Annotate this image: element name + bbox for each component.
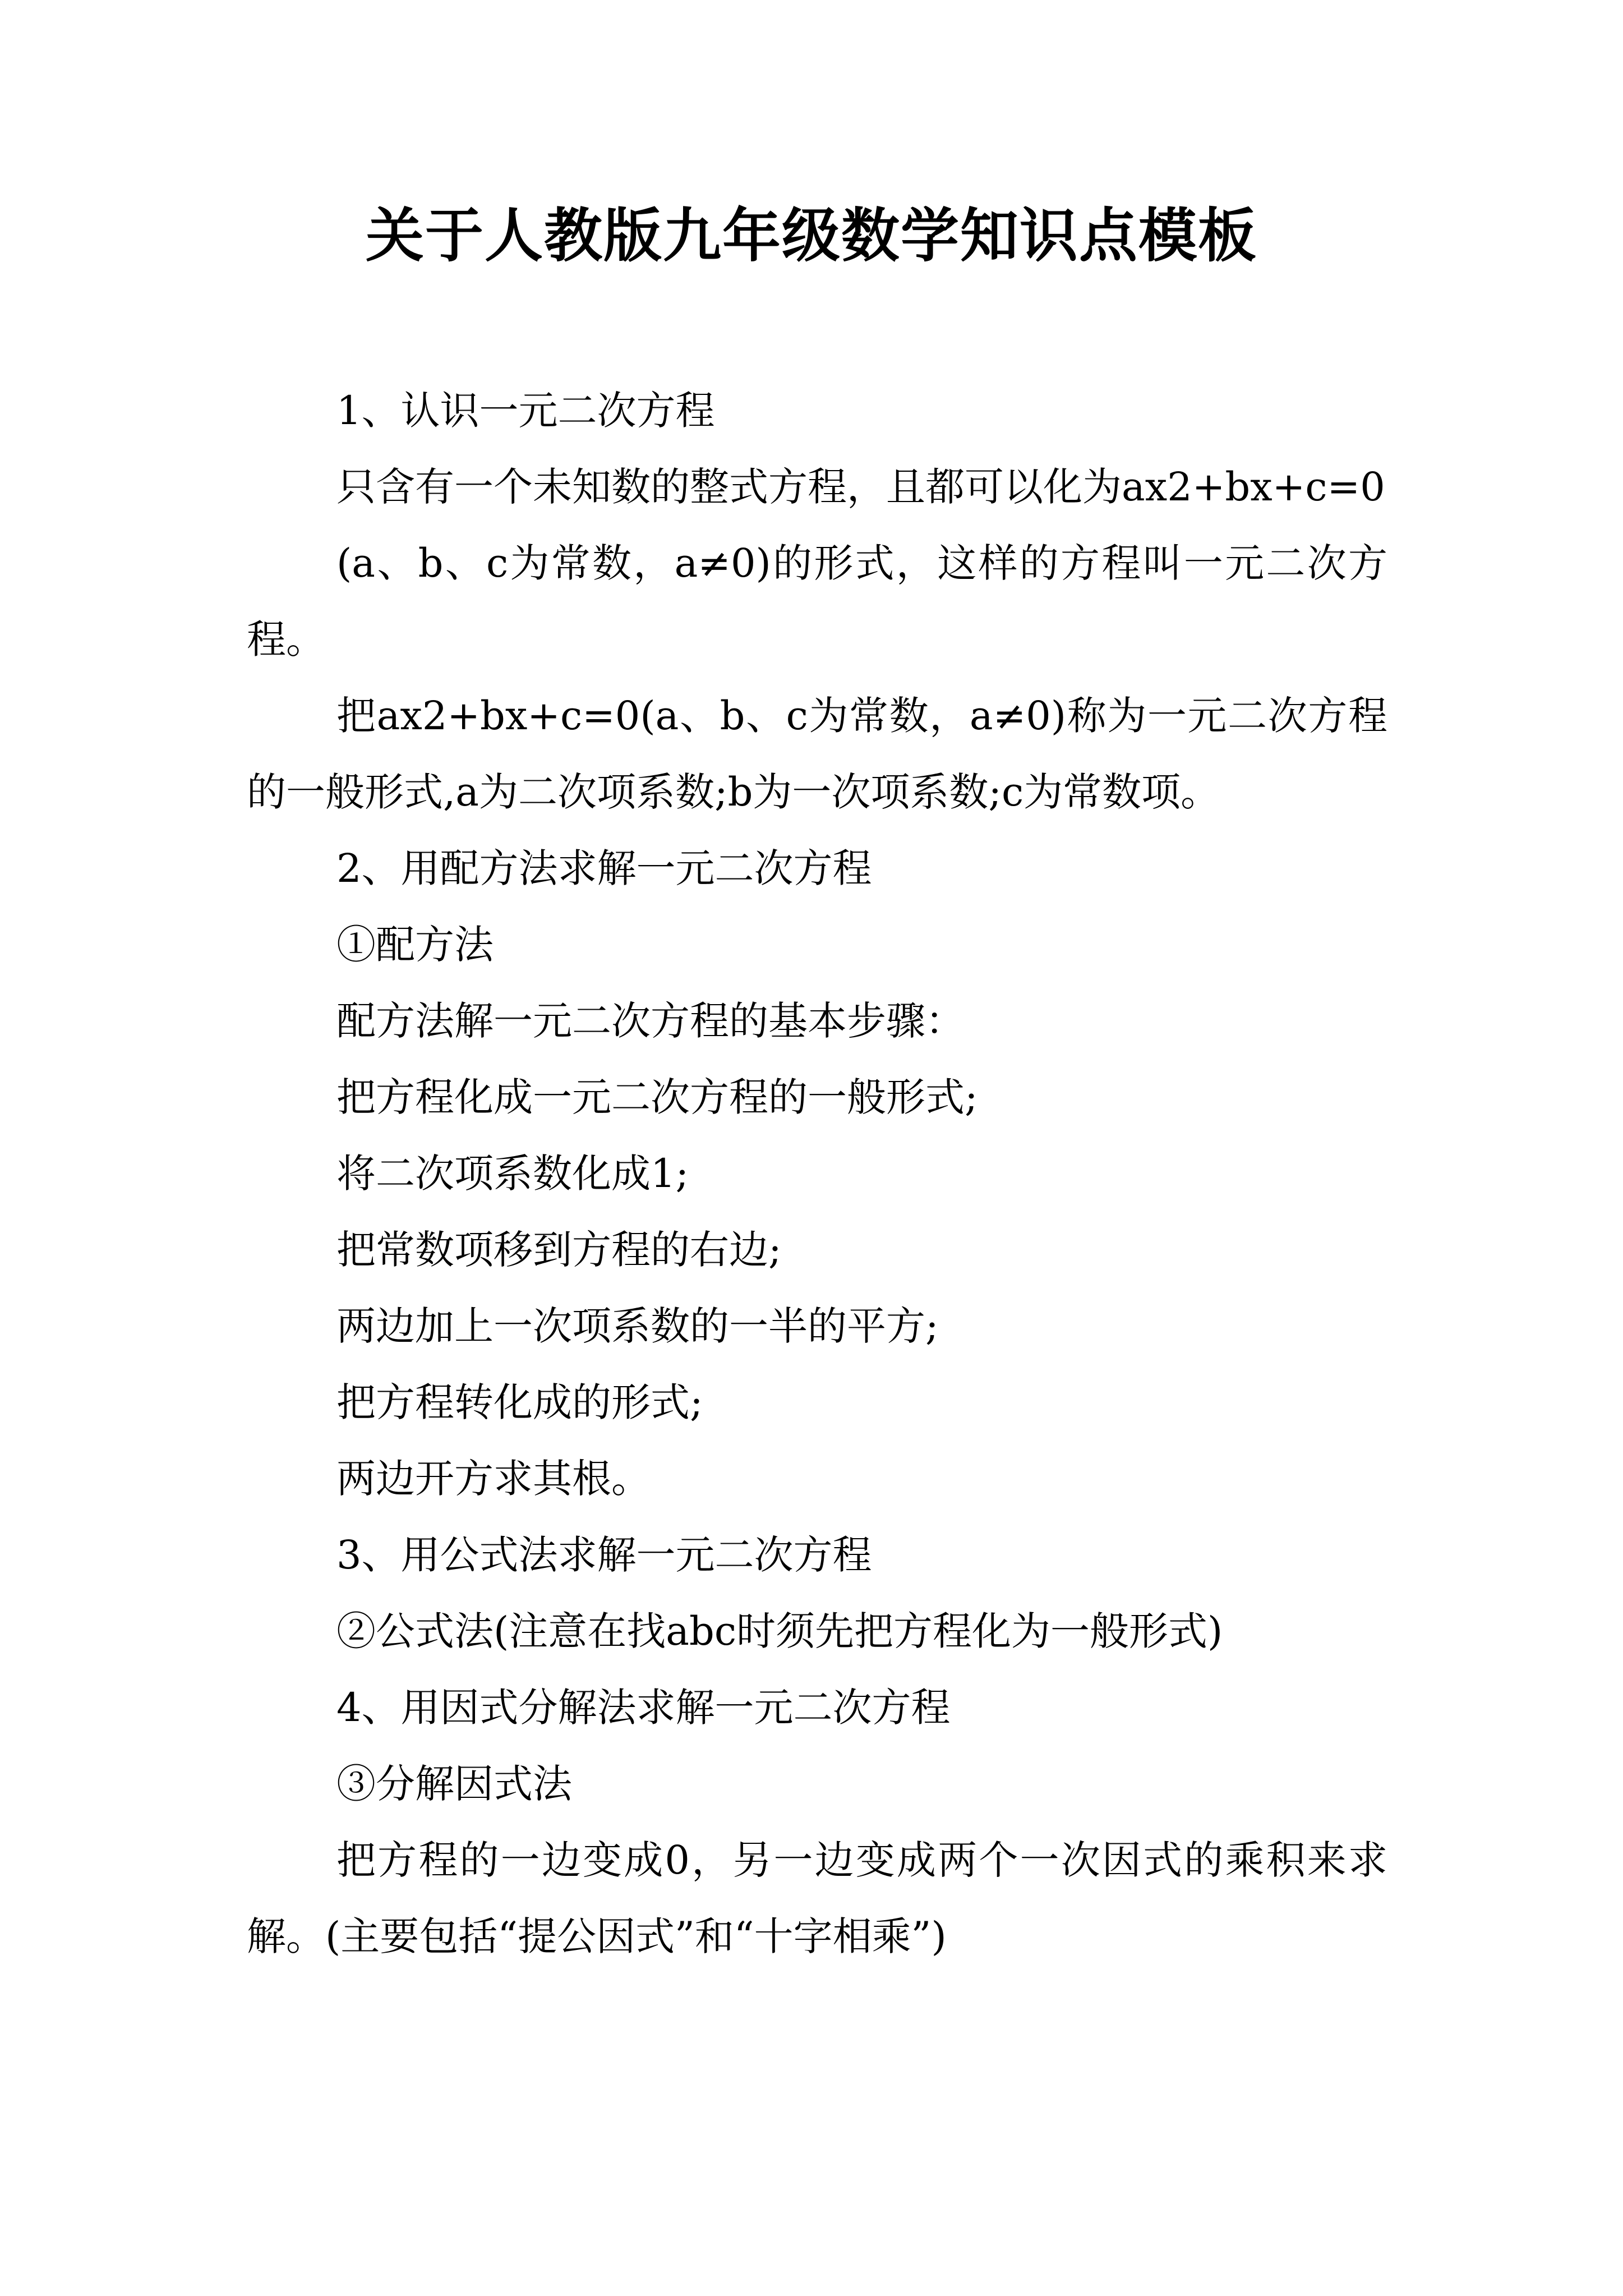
subheading-formula: ②公式法(注意在找abc时须先把方程化为一般形式) [336,1608,1223,1654]
section-heading-3: 3、用公式法求解一元二次方程 [336,1532,872,1578]
section-heading-4: 4、用因式分解法求解一元二次方程 [336,1685,951,1731]
paragraph-factoring: 把方程的一边变成0，另一边变成两个一次因式的乘积来求解。(主要包括“提公因式”和“十字相乘”) [247,1837,1387,1959]
step-item: 将二次项系数化成1; [336,1151,689,1197]
step-item: 把方程化成一元二次方程的一般形式; [336,1074,978,1120]
step-item: 两边开方求其根。 [336,1456,651,1502]
subheading-completing-square: ①配方法 [336,922,494,968]
section-heading-1: 1、认识一元二次方程 [336,388,715,434]
paragraph-general-form: 把ax2+bx+c=0(a、b、c为常数，a≠0)称为一元二次方程的一般形式,a为二次项系数;b为一次项系数;c为常数项。 [247,693,1387,815]
paragraph-definition: 只含有一个未知数的整式方程，且都可以化为ax2+bx+c=0 [336,464,1385,510]
step-item: 把方程转化成的形式; [336,1379,703,1425]
document-body [247,372,1387,1975]
document-title: 关于人教版九年级数学知识点模板 [365,201,1257,270]
subheading-factoring: ③分解因式法 [336,1761,572,1807]
step-item: 两边加上一次项系数的一半的平方; [336,1303,939,1349]
section-heading-2: 2、用配方法求解一元二次方程 [336,845,872,891]
paragraph-steps-intro: 配方法解一元二次方程的基本步骤： [336,998,965,1044]
step-item: 把常数项移到方程的右边; [336,1227,782,1273]
paragraph-definition-cont: (a、b、c为常数，a≠0)的形式，这样的方程叫一元二次方程。 [247,540,1387,662]
